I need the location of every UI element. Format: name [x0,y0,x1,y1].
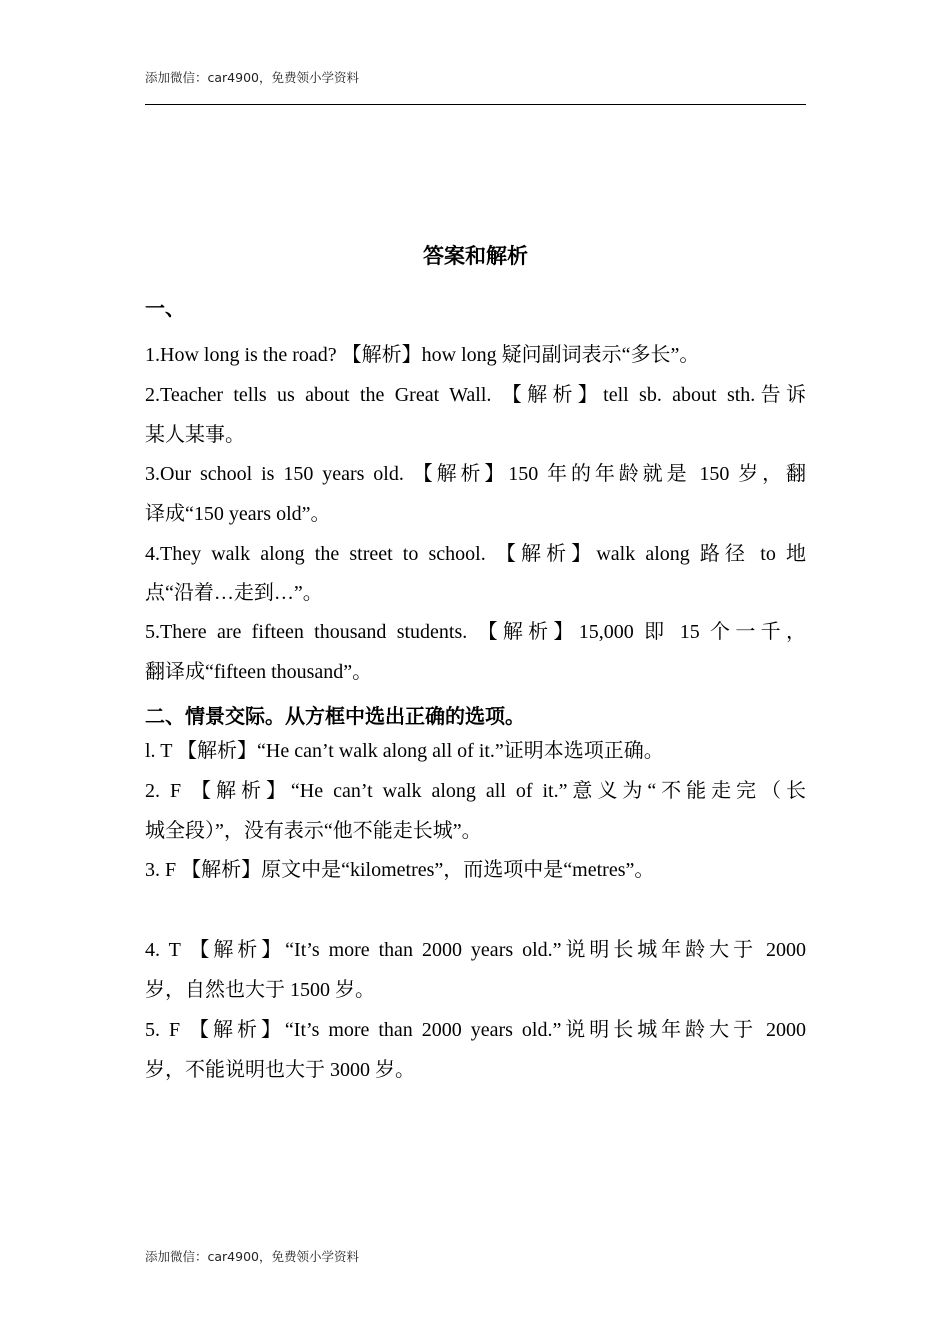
answer-line: 4. T 【解析】“It’s more than 2000 years old.”说明长城年龄大于 2000 [145,939,806,961]
answer-line: 翻译成“fifteen thousand”。 [145,661,373,683]
answer-line: 译成“150 years old”。 [145,503,331,525]
answer-line: 岁，不能说明也大于 3000 岁。 [145,1059,415,1081]
answer-line: 5.There are fifteen thousand students. 【解析】15,000 即 15 个一千， [145,621,806,643]
answer-line: 1.How long is the road? 【解析】how long 疑问副词表示“多长”。 [145,344,700,366]
answer-line: 3. F 【解析】原文中是“kilometres”，而选项中是“metres”。 [145,859,655,881]
header-divider [145,104,806,105]
answer-line: 4.They walk along the street to school. 【解析】walk along 路径 to 地 [145,543,806,565]
answer-line: 2. F 【解析】“He can’t walk along all of it.”意义为“不能走完（长 [145,780,806,802]
answer-line: 2.Teacher tells us about the Great Wall. 【解析】tell sb. about sth.告诉 [145,384,806,406]
answer-line: 城全段）”，没有表示“他不能走长城”。 [145,820,482,842]
page-header: 添加微信：car4900，免费领小学资料 [145,70,359,85]
page-footer: 添加微信：car4900，免费领小学资料 [145,1249,359,1264]
section-2-heading: 二、情景交际。从方框中选出正确的选项。 [145,704,525,728]
answer-line: 岁，自然也大于 1500 岁。 [145,979,375,1001]
answer-line: 点“沿着…走到…”。 [145,582,323,604]
answer-line: 3.Our school is 150 years old. 【解析】150 年的年龄就是 150 岁，翻 [145,463,806,485]
answer-line: 5. F 【解析】“It’s more than 2000 years old.”说明长城年龄大于 2000 [145,1019,806,1041]
answer-line: l. T 【解析】“He can’t walk along all of it.”证明本选项正确。 [145,740,664,762]
document-title: 答案和解析 [423,244,528,268]
section-1-heading: 一、 [145,296,185,320]
answer-line: 某人某事。 [145,424,245,446]
